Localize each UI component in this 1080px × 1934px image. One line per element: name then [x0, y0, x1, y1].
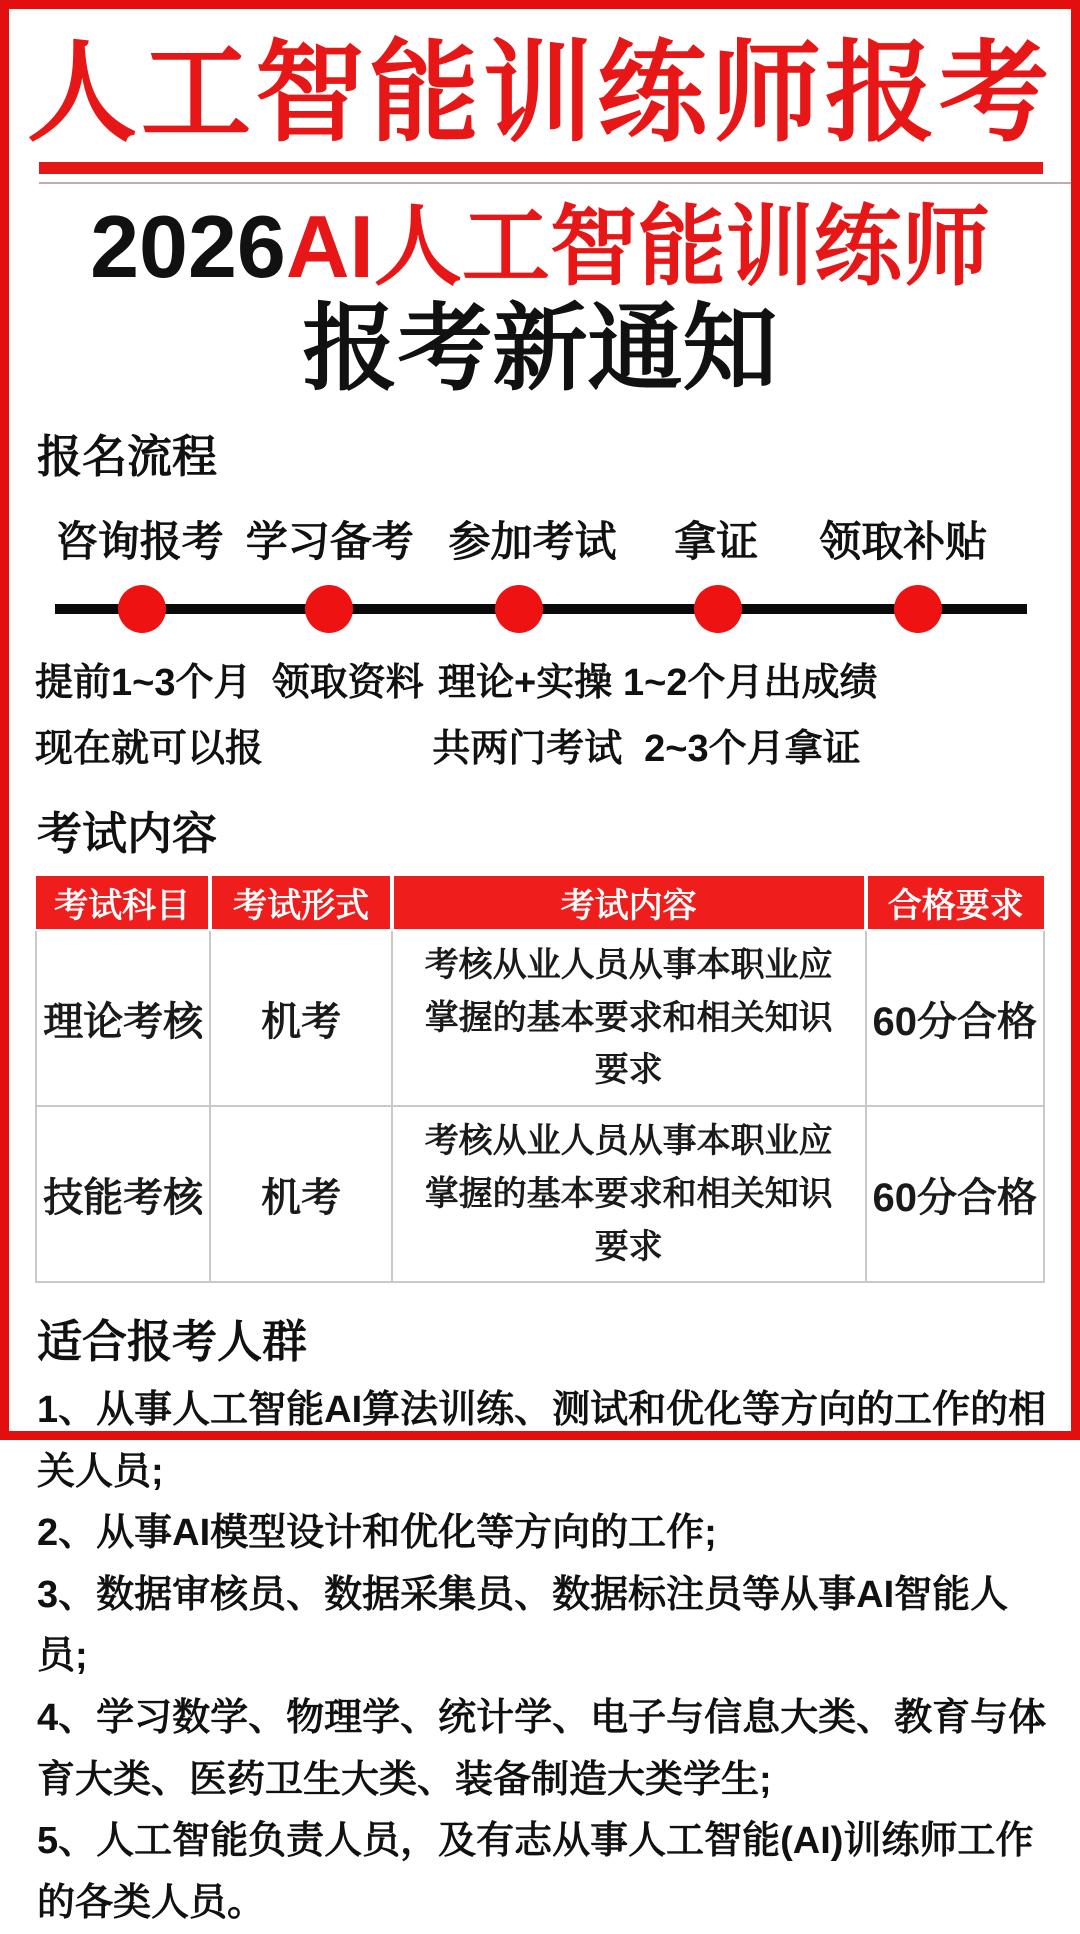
- audience-list: [9, 1380, 1071, 1934]
- note-two-exams: 共两门考试: [432, 728, 623, 771]
- cell-skill-content: 考核从业人员从事本职业应掌握的基本要求和相关知识要求: [392, 1106, 866, 1282]
- note-advance-months: 提前1~3个月: [35, 662, 252, 705]
- section-title-process: 报名流程: [37, 431, 218, 483]
- timeline-dot: [894, 585, 942, 633]
- section-title-exam: 考试内容: [37, 808, 218, 860]
- note-get-materials: 领取资料: [271, 662, 424, 705]
- cell-theory-pass: 60分合格: [866, 930, 1044, 1106]
- cell-theory-content: 考核从业人员从事本职业应掌握的基本要求和相关知识要求: [392, 930, 866, 1106]
- section-title-audience: 适合报考人群: [37, 1316, 308, 1368]
- process-timeline: [9, 577, 1071, 641]
- exam-header-subject: 考试科目: [36, 876, 210, 930]
- timeline-dot: [694, 585, 742, 633]
- cell-skill-subject: 技能考核: [36, 1106, 210, 1282]
- audience-item-4: 4、学习数学、物理学、统计学、电子与信息大类、教育与体育大类、医药卫生大类、装备制造大类学生;: [37, 1696, 1047, 1801]
- exam-table-row-theory: [36, 930, 1044, 1106]
- exam-content-table: [35, 876, 1045, 1283]
- note-cert-timing: 2~3个月拿证: [644, 728, 861, 771]
- step-label-subsidy: 领取补贴: [819, 518, 988, 566]
- audience-item-3: 3、数据审核员、数据采集员、数据标注员等从事AI智能人员;: [37, 1573, 1009, 1678]
- note-theory-practice: 理论+实操: [438, 662, 613, 705]
- title-underline-bar: [39, 162, 1043, 174]
- step-label-certificate: 拿证: [674, 518, 759, 566]
- timeline-dot: [305, 585, 353, 633]
- exam-header-content: 考试内容: [392, 876, 866, 930]
- step-label-study: 学习备考: [245, 518, 414, 566]
- exam-table-header-row: [36, 876, 1044, 930]
- subtitle-year: 2026: [90, 196, 286, 296]
- cell-theory-form: 机考: [210, 930, 391, 1106]
- cell-skill-pass: 60分合格: [866, 1106, 1044, 1282]
- cell-skill-form: 机考: [210, 1106, 391, 1282]
- timeline-dot: [118, 585, 166, 633]
- note-apply-now: 现在就可以报: [35, 728, 264, 771]
- step-label-exam: 参加考试: [448, 518, 617, 566]
- note-results-timing: 1~2个月出成绩: [623, 662, 878, 705]
- process-notes-row-2: [9, 717, 1071, 769]
- audience-item-5: 5、人工智能负责人员，及有志从事人工智能(AI)训练师工作的各类人员。: [37, 1820, 1034, 1924]
- title-thin-divider: [39, 182, 1071, 184]
- exam-table-row-skill: [36, 1106, 1044, 1282]
- notice-title: 报考新通知: [302, 296, 778, 403]
- step-label-consult: 咨询报考: [55, 518, 224, 566]
- audience-item-2: 2、从事AI模型设计和优化等方向的工作;: [37, 1512, 717, 1555]
- exam-header-form: 考试形式: [210, 876, 391, 930]
- poster-main-title: 人工智能训练师报考: [27, 32, 1053, 155]
- poster-subtitle: [9, 198, 1071, 297]
- exam-header-pass: 合格要求: [866, 876, 1044, 930]
- timeline-dot: [495, 585, 543, 633]
- process-step-labels: [9, 509, 1071, 565]
- audience-item-1: 1、从事人工智能AI算法训练、测试和优化等方向的工作的相关人员;: [37, 1389, 1047, 1493]
- process-notes-row-1: [9, 651, 1071, 703]
- subtitle-red-text: AI人工智能训练师: [285, 196, 990, 296]
- cell-theory-subject: 理论考核: [36, 930, 210, 1106]
